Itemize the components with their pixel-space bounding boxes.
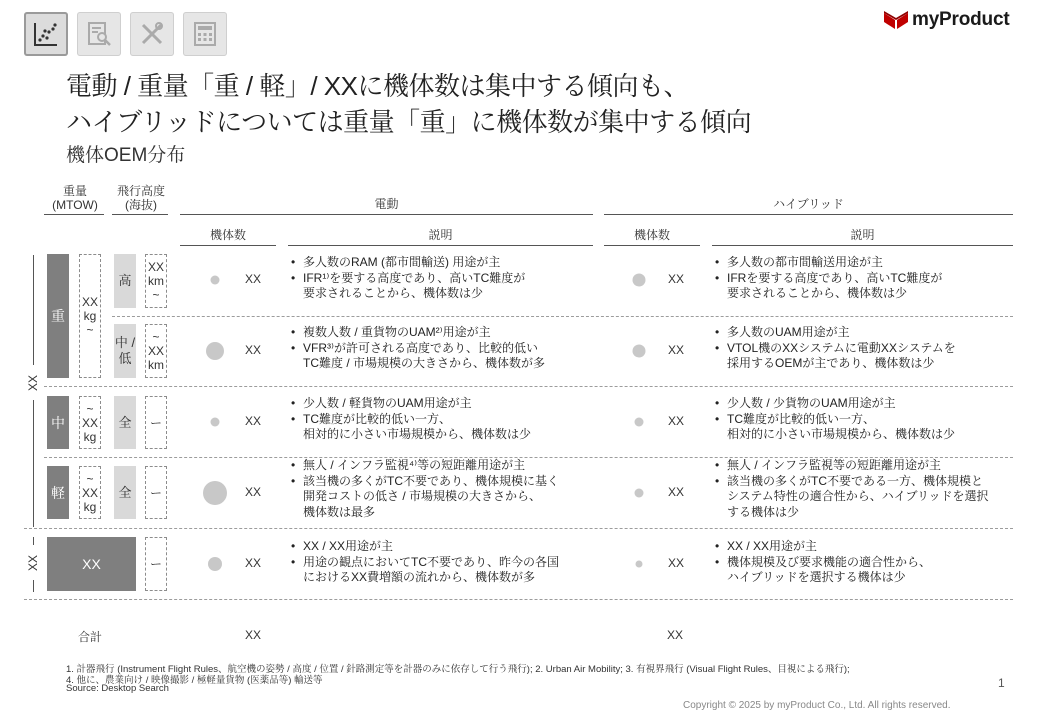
altitude-all-light-range: ー bbox=[145, 466, 167, 519]
electric-header: 電動 bbox=[374, 197, 399, 211]
hybrid-description-row-3 bbox=[713, 396, 955, 443]
altitude-header-sub: (海抜) bbox=[125, 198, 157, 212]
description-line: 相対的に小さい市場規模から、機体数は少 bbox=[727, 427, 956, 441]
electric-count-row-4: XX bbox=[245, 485, 262, 499]
electric-dot-row-5 bbox=[208, 557, 222, 571]
weight-header-label: 重量 bbox=[62, 184, 87, 198]
electric-description-row-3 bbox=[289, 396, 531, 443]
electric-dot-row-3 bbox=[211, 418, 220, 427]
copyright: Copyright © 2025 by myProduct Co., Ltd. All rights reserved. bbox=[683, 700, 951, 711]
hybrid-count-row-1: XX bbox=[668, 272, 685, 286]
hybrid-dot-row-4 bbox=[635, 489, 644, 498]
tools-tool[interactable] bbox=[130, 12, 174, 56]
calculator-tool[interactable] bbox=[183, 12, 227, 56]
weight-header bbox=[40, 184, 110, 212]
description-line: • 多人数の都市間輸送用途が主 bbox=[713, 255, 942, 271]
footnote-source: Source: Desktop Search bbox=[66, 683, 169, 694]
left-label-lower: XX bbox=[26, 554, 40, 571]
description-line: 機体数は最多 bbox=[303, 504, 376, 519]
footnote-line2: 4. 他に、農業向け / 映像撮影 / 極軽量貨物 (医薬品等) 輸送等 bbox=[66, 675, 323, 686]
description-line: する機体は少 bbox=[727, 504, 800, 519]
description-line: におけるXX費増額の流れから、機体数が多 bbox=[303, 570, 536, 584]
description-line: システム特性の適合性から、ハイブリッドを選択 bbox=[727, 489, 989, 503]
electric-description-row-4 bbox=[289, 458, 559, 520]
weight-medium: 中 bbox=[47, 396, 69, 449]
description-line: • 用途の観点においてTC不要であり、昨今の各国 bbox=[289, 555, 559, 571]
weight-other: XX bbox=[47, 537, 136, 591]
description-line: • 無人 / インフラ監視⁴⁾等の短距離用途が主 bbox=[289, 458, 559, 474]
electric-dot-row-1 bbox=[211, 276, 220, 285]
brand-mark-icon bbox=[884, 11, 908, 29]
page-number: 1 bbox=[998, 676, 1005, 690]
hybrid-count-row-4: XX bbox=[668, 485, 685, 499]
total-electric: XX bbox=[245, 628, 262, 642]
electric-description-row-1 bbox=[289, 255, 525, 302]
altitude-high-range: XX km ~ bbox=[145, 254, 167, 308]
description-line: • XX / XX用途が主 bbox=[713, 539, 931, 555]
description-line: • 多人数のRAM (都市間輸送) 用途が主 bbox=[289, 255, 525, 271]
altitude-high: 高 bbox=[114, 254, 136, 308]
description-line: 開発コストの低さ / 市場規模の大きさから、 bbox=[303, 489, 542, 503]
footnote-line1: 1. 計器飛行 (Instrument Flight Rules、航空機の姿勢 / 高度 / 位置 / 針路測定等を計器のみに依存して行う飛行); 2. Urban Air Mobility; 3. 有視界飛行 (Visual Flight Rules、目視による飛行); bbox=[66, 664, 850, 675]
hybrid-count-header: 機体数 bbox=[633, 228, 670, 242]
document-search-tool[interactable] bbox=[77, 12, 121, 56]
electric-dot-row-4 bbox=[203, 481, 227, 505]
altitude-header bbox=[108, 184, 174, 212]
description-line: • IFR¹⁾を要する高度であり、高いTC難度が bbox=[289, 271, 525, 287]
electric-count-row-5: XX bbox=[245, 556, 262, 570]
hybrid-dot-row-2 bbox=[633, 345, 646, 358]
altitude-other-range: ー bbox=[145, 537, 167, 591]
weight-heavy: 重 bbox=[47, 254, 69, 378]
description-line: • TC難度が比較的低い一方、 bbox=[289, 412, 531, 428]
scatter-chart-icon bbox=[32, 20, 60, 48]
electric-description-row-2 bbox=[289, 325, 545, 372]
electric-description-header: 説明 bbox=[428, 228, 453, 242]
total-hybrid: XX bbox=[667, 628, 684, 642]
hybrid-description-row-1 bbox=[713, 255, 942, 302]
weight-light-range: ~ XX kg bbox=[79, 466, 101, 519]
altitude-all-medium: 全 bbox=[114, 396, 136, 449]
description-line: • 多人数のUAM用途が主 bbox=[713, 325, 956, 341]
altitude-header-label: 飛行高度 bbox=[116, 184, 165, 198]
description-line: ハイブリッドを選択する機体は少 bbox=[727, 570, 906, 584]
weight-medium-range: ~ XX kg bbox=[79, 396, 101, 449]
description-line: • 少人数 / 軽貨物のUAM用途が主 bbox=[289, 396, 531, 412]
hybrid-count-row-5: XX bbox=[668, 556, 685, 570]
description-line: • 該当機の多くがTC不要である一方、機体規模と bbox=[713, 474, 988, 490]
description-line: • 複数人数 / 重貨物のUAM²⁾用途が主 bbox=[289, 325, 545, 341]
weight-header-sub: (MTOW) bbox=[52, 198, 98, 212]
hybrid-count-row-2: XX bbox=[668, 343, 685, 357]
total-label: 合計 bbox=[78, 630, 103, 644]
weight-light: 軽 bbox=[47, 466, 69, 519]
hybrid-header: ハイブリッド bbox=[773, 197, 844, 211]
tools-icon bbox=[138, 20, 166, 48]
description-line: • XX / XX用途が主 bbox=[289, 539, 559, 555]
description-line: TC難度 / 市場規模の大きさから、機体数が多 bbox=[303, 356, 545, 370]
document-search-icon bbox=[85, 20, 113, 48]
hybrid-description-row-5 bbox=[713, 539, 931, 586]
page-subtitle: 機体OEM分布 bbox=[66, 145, 186, 166]
electric-count-row-3: XX bbox=[245, 414, 262, 428]
electric-description-row-5 bbox=[289, 539, 559, 586]
description-line: • 該当機の多くがTC不要であり、機体規模に基く bbox=[289, 474, 559, 490]
altitude-all-light: 全 bbox=[114, 466, 136, 519]
calculator-icon bbox=[191, 20, 219, 48]
hybrid-dot-row-1 bbox=[633, 274, 646, 287]
altitude-all-medium-range: ー bbox=[145, 396, 167, 449]
hybrid-dot-row-5 bbox=[636, 561, 643, 568]
description-line: 要求されることから、機体数は少 bbox=[727, 286, 908, 300]
altitude-midlow-range: ~ XX km bbox=[145, 324, 167, 378]
page-title-line1: 電動 / 重量「重 / 軽」/ XXに機体数は集中する傾向も、 bbox=[66, 71, 689, 101]
electric-count-row-2: XX bbox=[245, 343, 262, 357]
description-line: • 機体規模及び要求機能の適合性から、 bbox=[713, 555, 931, 571]
description-line: • TC難度が比較的低い一方、 bbox=[713, 412, 955, 428]
description-line: 相対的に小さい市場規模から、機体数は少 bbox=[303, 427, 532, 441]
page-title-line2: ハイブリッドについては重量「重」に機体数が集中する傾向 bbox=[66, 107, 752, 137]
electric-count-header: 機体数 bbox=[209, 228, 246, 242]
description-line: • VTOL機のXXシステムに電動XXシステムを bbox=[713, 341, 956, 357]
electric-dot-row-2 bbox=[206, 342, 224, 360]
description-line: 要求されることから、機体数は少 bbox=[303, 286, 484, 300]
description-line: 採用するOEMが主であり、機体数は少 bbox=[727, 356, 935, 370]
brand-logo bbox=[884, 10, 1009, 30]
hybrid-description-row-4 bbox=[713, 458, 988, 520]
hybrid-description-header: 説明 bbox=[850, 228, 875, 242]
hybrid-description-row-2 bbox=[713, 325, 956, 372]
scatter-chart-tool[interactable] bbox=[24, 12, 68, 56]
electric-count-row-1: XX bbox=[245, 272, 262, 286]
description-line: • IFRを要する高度であり、高いTC難度が bbox=[713, 271, 942, 287]
weight-heavy-range: XX kg ~ bbox=[79, 254, 101, 378]
description-line: • 無人 / インフラ監視等の短距離用途が主 bbox=[713, 458, 988, 474]
altitude-midlow: 中 / 低 bbox=[114, 324, 136, 378]
hybrid-dot-row-3 bbox=[635, 418, 644, 427]
description-line: • VFR³⁾が許可される高度であり、比較的低い bbox=[289, 341, 545, 357]
description-line: • 少人数 / 少貨物のUAM用途が主 bbox=[713, 396, 955, 412]
left-label-upper: XX bbox=[26, 374, 40, 391]
brand-name: myProduct bbox=[912, 9, 1010, 30]
hybrid-count-row-3: XX bbox=[668, 414, 685, 428]
